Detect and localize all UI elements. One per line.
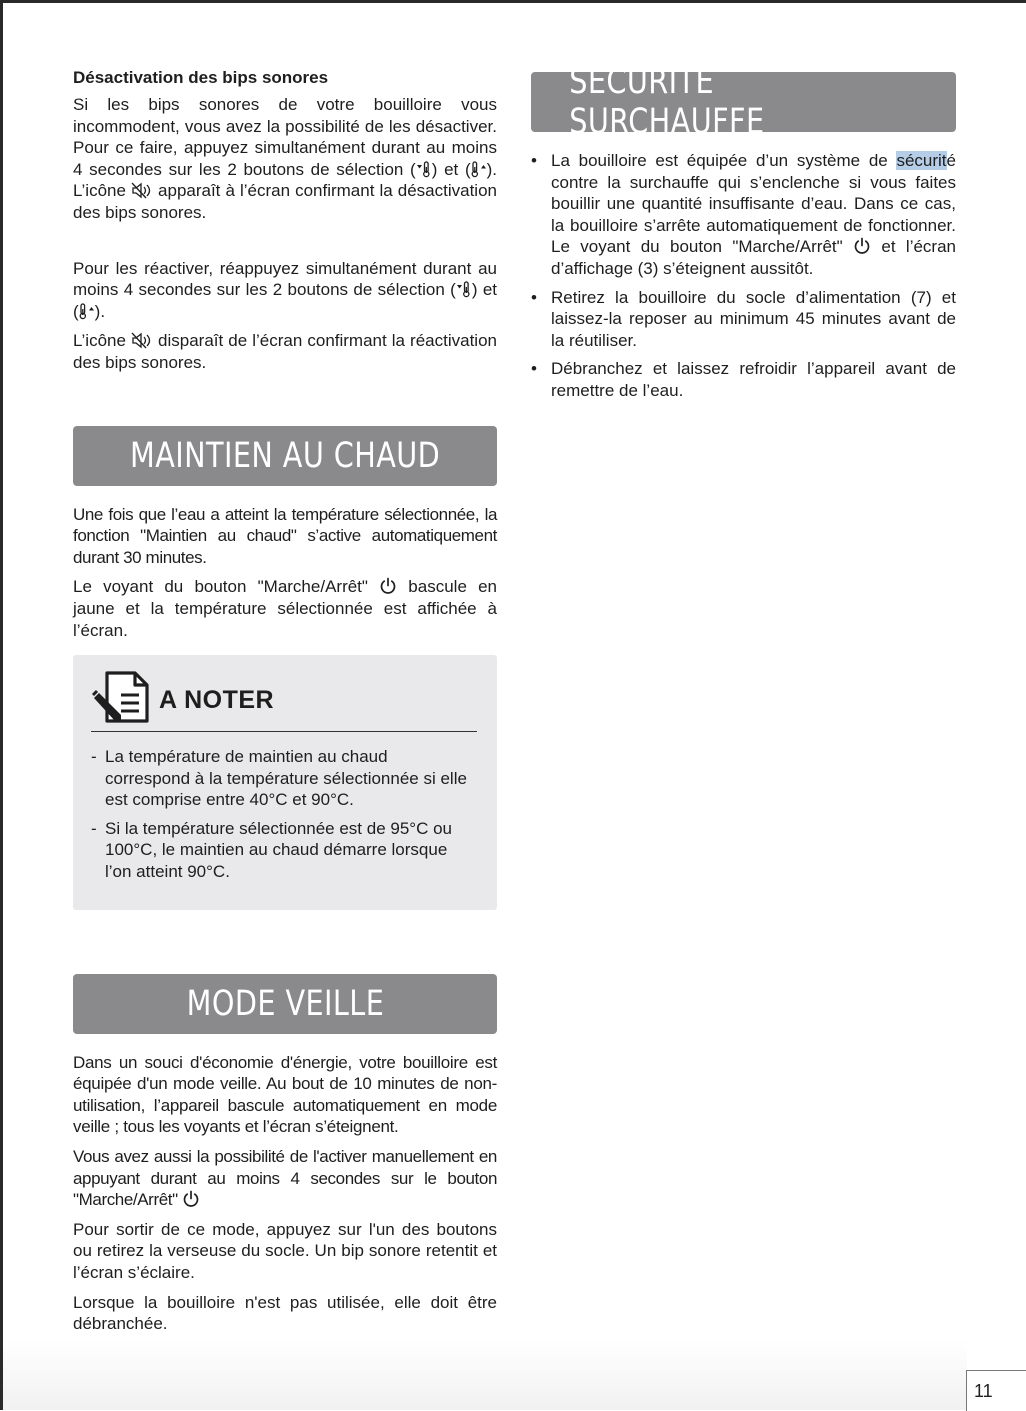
overheat-list [531, 150, 956, 402]
note-item: - La température de maintien au chaud correspond à la température sélectionnée si elle est comprise entre 40°C et 90°C. [105, 746, 467, 811]
keep-warm-paragraph-2 [73, 576, 497, 641]
note-box [73, 655, 497, 910]
text-segment: ). L’icône [73, 159, 497, 201]
page-bottom-shade [3, 1340, 967, 1410]
text-segment: Vous avez aussi la possibilité de l'activer manuellement en appuyant durant au moins 4 secondes sur le bouton "Marche/Arrêt" [73, 1147, 497, 1210]
overheat-banner [531, 62, 956, 142]
standby-paragraph-3: Pour sortir de ce mode, appuyez sur l'un des boutons ou retirez la verseuse du socle. Un bip sonore retentit et l’écran s’éclaire. [73, 1219, 497, 1282]
temp-down-icon [416, 161, 432, 178]
keep-warm-banner [73, 426, 497, 486]
text-segment: bascule en jaune et la température sélectionnée est affichée à l’écran. [73, 577, 497, 640]
note-title: A NOTER [159, 686, 275, 715]
temp-down-icon [456, 281, 472, 298]
text-segment: ) et ( [73, 280, 498, 321]
text-segment: L’icône [73, 331, 131, 351]
speaker-mute-icon [131, 332, 153, 349]
keep-warm-title: MAINTIEN AU CHAUD [129, 435, 441, 476]
text-segment: et l’écran d’affichage (3) s’éteignent aussitôt. [551, 237, 956, 278]
text-segment: Pour les réactiver, réappuyez simultanément durant au moins 4 secondes sur les 2 boutons de sélection ( [73, 258, 497, 300]
page-border-top [0, 0, 1026, 3]
text-segment: Si les bips sonores de votre bouilloire vous incommodent, vous avez la possibilité de les désactiver. Pour ce faire, appuyez simultanément durant au moins 4 secondes sur les 2 boutons de sélection ( [73, 95, 497, 179]
left-column [73, 68, 497, 1343]
speaker-mute-icon [131, 182, 153, 199]
standby-title: MODE VEILLE [186, 983, 384, 1024]
overheat-item-3: • Débranchez et laissez refroidir l’appareil avant de remettre de l’eau. [551, 358, 956, 401]
standby-paragraph-1: Dans un souci d'économie d'énergie, votre bouilloire est équipée d'un mode veille. Au bout de 10 minutes de non-utilisation, l’appareil bascule automatiquement en mode veille ; tous les voyants et l’écran s’éteignent. [73, 1052, 497, 1137]
beeps-paragraph-1 [73, 94, 497, 224]
note-item: - Si la température sélectionnée est de 95°C ou 100°C, le maintien au chaud démarre lorsque l’on atteint 90°C. [105, 818, 467, 883]
text-segment: apparaît à l’écran confirmant la désactivation des bips sonores. [73, 181, 497, 222]
beeps-heading: Désactivation des bips sonores [73, 68, 329, 87]
standby-paragraph-4: Lorsque la bouilloire n'est pas utilisée, elle doit être débranchée. [73, 1292, 497, 1334]
text-segment: Le voyant du bouton "Marche/Arrêt" [73, 577, 380, 597]
temp-up-icon [79, 303, 95, 320]
page-number: 11 [974, 1381, 993, 1401]
power-icon [379, 577, 397, 595]
text-segment: é contre la surchauffe qui s’enclenche si vous faites bouillir une quantité insuffisante d’eau. Dans ce cas, la bouilloire s’arrête automatiquement de fonctionner. Le voyant du bouton "Marche/Arrêt" [551, 151, 956, 257]
note-pencil-icon [91, 669, 153, 725]
text-segment: ). [94, 301, 106, 321]
power-icon [182, 1190, 200, 1208]
keep-warm-paragraph-1: Une fois que l’eau a atteint la température sélectionnée, la fonction "Maintien au chaud" s’active automatiquement durant 30 minutes. [73, 504, 497, 567]
beeps-paragraph-3 [73, 330, 497, 373]
note-list [91, 746, 477, 883]
note-header [91, 667, 477, 725]
beeps-paragraph-2 [73, 258, 497, 323]
standby-banner [73, 974, 497, 1034]
text-segment: ) et ( [431, 159, 471, 179]
text-selection-highlight[interactable]: sécurit [896, 151, 947, 170]
page-border-left [0, 0, 3, 1410]
text-segment: La bouilloire est équipée d’un système de [551, 151, 897, 170]
overheat-item-1 [551, 150, 956, 280]
overheat-title: SÉCURITÉ SURCHAUFFE [569, 62, 765, 142]
note-divider [91, 731, 477, 732]
standby-paragraph-2 [73, 1146, 497, 1211]
text-segment: disparaît de l’écran confirmant la réactivation des bips sonores. [73, 331, 497, 372]
power-icon [853, 237, 871, 255]
overheat-item-2: • Retirez la bouilloire du socle d’alimentation (7) et laissez-la reposer au minimum 45 minutes avant de la réutiliser. [551, 287, 956, 352]
temp-up-icon [471, 161, 487, 178]
right-column [531, 62, 956, 409]
